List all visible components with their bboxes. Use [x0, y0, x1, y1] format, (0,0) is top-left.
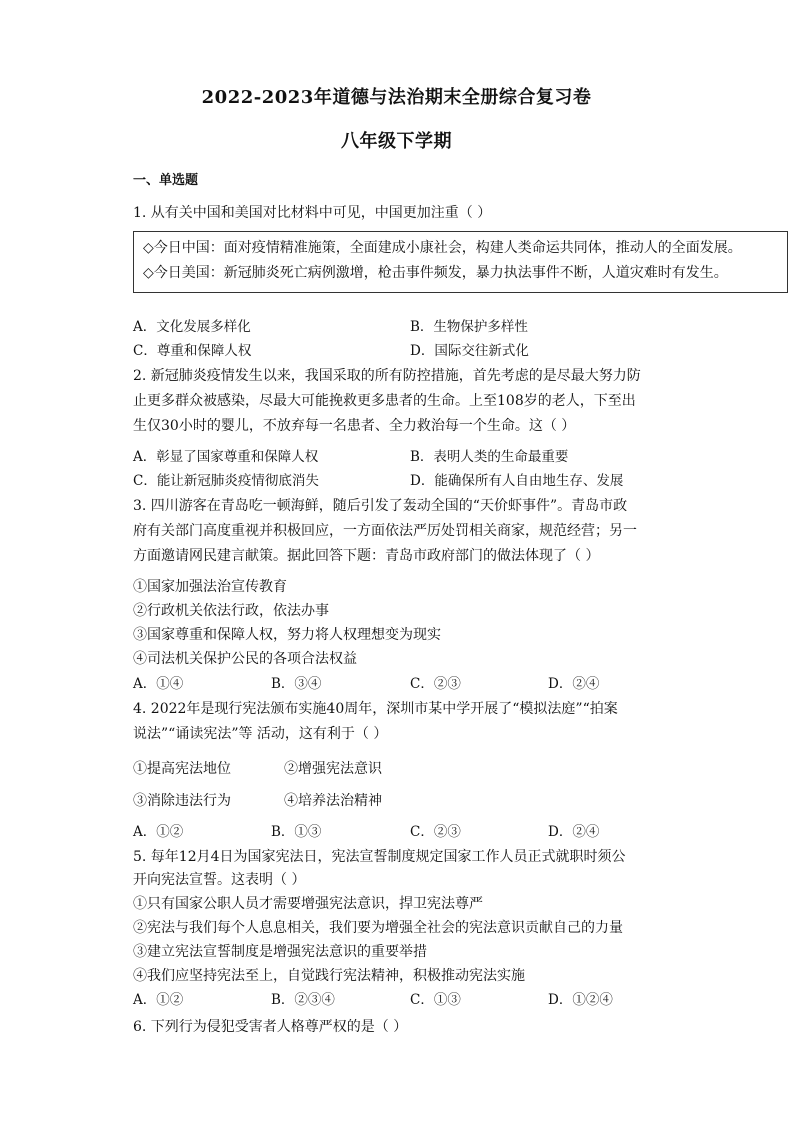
q1-option-a: A．文化发展多样化 [133, 319, 251, 335]
q3-item: ②行政机关依法行政，依法办事 [133, 603, 329, 619]
q3-option-a: A．①④ [133, 676, 184, 692]
q6-stem: 6. 下列行为侵犯受害者人格尊严权的是（ ） [133, 1019, 408, 1035]
q3-item: ④司法机关保护公民的各项合法权益 [133, 651, 357, 667]
q1-option-b: B．生物保护多样性 [410, 319, 528, 335]
q2-stem-line: 2. 新冠肺炎疫情发生以来，我国采取的所有防控措施，首先考虑的是尽最大努力防 [133, 368, 641, 384]
q5-stem-line: 5. 每年12月4日为国家宪法日，宪法宣誓制度规定国家工作人员正式就职时须公 [133, 849, 626, 865]
q2-option-b: B．表明人类的生命最重要 [410, 449, 569, 465]
q3-stem-line: 府有关部门高度重视并积极回应，一方面依法严厉处罚相关商家，规范经营；另一 [133, 523, 637, 539]
q5-item: ②宪法与我们每个人息息相关，我们要为增强全社会的宪法意识贡献自己的力量 [133, 920, 623, 936]
q5-item: ③建立宪法宣誓制度是增强宪法意识的重要举措 [133, 944, 427, 960]
q3-option-c: C．②③ [410, 676, 461, 692]
q4-item: ①提高宪法地位 [133, 761, 231, 777]
q4-option-b: B．①③ [271, 824, 322, 840]
q3-stem-line: 3. 四川游客在青岛吃一顿海鲜，随后引发了轰动全国的“天价虾事件”。青岛市政 [133, 498, 628, 514]
q4-item: ④培养法治精神 [284, 793, 382, 809]
q2-option-d: D．能确保所有人自由地生存、发展 [410, 473, 624, 489]
q2-option-c: C．能让新冠肺炎疫情彻底消失 [133, 473, 319, 489]
q5-item: ①只有国家公职人员才需要增强宪法意识，捍卫宪法尊严 [133, 896, 483, 912]
q1-material-line: ◇今日中国：面对疫情精准施策，全面建成小康社会，构建人类命运共同体，推动人的全面发展。 [143, 240, 742, 256]
q2-stem-line: 生仅30小时的婴儿，不放弃每一名患者、全力救治每一个生命。这（ ） [133, 418, 576, 434]
q1-material-line: ◇今日美国：新冠肺炎死亡病例激增，枪击事件频发，暴力执法事件不断，人道灾难时有发生。 [143, 265, 728, 281]
document-title: 2022-2023年道德与法治期末全册综合复习卷 [201, 87, 592, 108]
q4-item: ②增强宪法意识 [284, 761, 382, 777]
q4-option-a: A．①② [133, 824, 184, 840]
q4-option-c: C．②③ [410, 824, 461, 840]
q1-option-d: D．国际交往新式化 [410, 343, 529, 359]
q4-stem-line: 说法”“诵读宪法”等 活动，这有利于（ ） [133, 726, 388, 742]
section-heading: 一、单选题 [133, 173, 199, 188]
q5-item: ④我们应坚持宪法至上，自觉践行宪法精神，积极推动宪法实施 [133, 968, 525, 984]
q2-stem-line: 止更多群众被感染，尽最大可能挽救更多患者的生命。上至108岁的老人，下至出 [133, 393, 636, 409]
q5-stem-line: 开向宪法宣誓。这表明（ ） [133, 872, 306, 888]
q3-item: ①国家加强法治宣传教育 [133, 579, 287, 595]
q5-option-c: C．①③ [410, 992, 461, 1008]
q3-stem-line: 方面邀请网民建言献策。据此回答下题：青岛市政府部门的做法体现了（ ） [133, 548, 600, 564]
q5-option-a: A．①② [133, 992, 184, 1008]
q3-option-d: D．②④ [548, 676, 600, 692]
q5-option-b: B．②③④ [271, 992, 335, 1008]
document-subtitle: 八年级下学期 [341, 131, 452, 152]
q4-item: ③消除违法行为 [133, 793, 231, 809]
q1-material-box [133, 231, 788, 293]
q1-option-c: C．尊重和保障人权 [133, 343, 252, 359]
q3-item: ③国家尊重和保障人权，努力将人权理想变为现实 [133, 627, 441, 643]
q5-option-d: D．①②④ [548, 992, 613, 1008]
q3-option-b: B．③④ [271, 676, 322, 692]
q1-stem: 1. 从有关中国和美国对比材料中可见，中国更加注重（ ） [133, 205, 492, 221]
q4-stem-line: 4. 2022年是现行宪法颁布实施40周年，深圳市某中学开展了“模拟法庭”“拍案 [133, 701, 618, 717]
q2-option-a: A．彰显了国家尊重和保障人权 [133, 449, 319, 465]
q4-option-d: D．②④ [548, 824, 600, 840]
